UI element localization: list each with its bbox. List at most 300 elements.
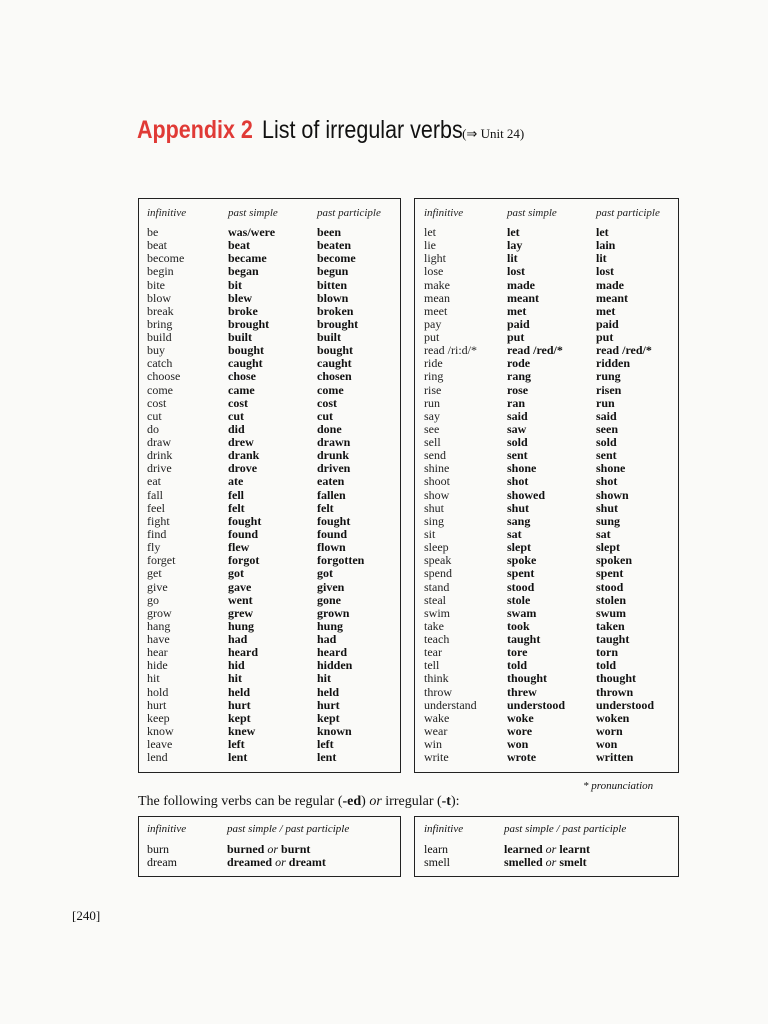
verb-past-simple: rose — [507, 382, 529, 397]
verb-infinitive: take — [424, 618, 444, 633]
verb-past-simple: paid — [507, 316, 530, 331]
verb-row: dream dreamed or dreamt — [147, 855, 326, 869]
verb-past-participle: torn — [596, 645, 618, 660]
verb-infinitive: get — [147, 566, 162, 581]
verb-past-simple: came — [228, 382, 255, 397]
verb-past-simple: taught — [507, 632, 541, 647]
verb-past-participle: cut — [317, 408, 333, 423]
verb-row — [139, 738, 400, 751]
verb-row — [139, 384, 400, 397]
header-past-participle: past participle — [317, 207, 381, 219]
verb-past-participle: fought — [317, 513, 351, 528]
verb-infinitive: hit — [147, 671, 160, 686]
verb-past-participle: driven — [317, 461, 351, 476]
verb-infinitive: sit — [424, 526, 436, 541]
verb-past-simple: had — [228, 632, 248, 647]
verb-infinitive: sell — [424, 435, 441, 450]
verb-past-simple: ran — [507, 395, 525, 410]
verb-infinitive: write — [424, 750, 449, 765]
verb-row — [415, 318, 678, 331]
verb-infinitive: tear — [424, 645, 442, 660]
verb-row — [415, 462, 678, 475]
verb-past-participle: let — [596, 225, 609, 239]
verb-infinitive: buy — [147, 343, 165, 358]
verb-infinitive: go — [147, 592, 159, 607]
verb-infinitive: eat — [147, 474, 161, 489]
verb-past-participle: sat — [596, 526, 611, 541]
verb-infinitive: understand — [424, 697, 477, 712]
verb-row — [415, 384, 678, 397]
verb-past-participle: sold — [596, 435, 617, 450]
verb-past-participle: run — [596, 395, 615, 410]
verb-past-simple: sent — [507, 448, 528, 463]
verb-past-participle: worn — [596, 723, 623, 738]
verb-infinitive: beat — [147, 238, 167, 253]
verb-past-simple: understood — [507, 697, 566, 712]
verb-past-participle: blown — [317, 290, 349, 305]
verb-past-simple: brought — [228, 316, 270, 331]
verb-past-participle: said — [596, 408, 617, 423]
verb-past-participle: shot — [596, 474, 618, 489]
verb-past-simple: built — [228, 330, 253, 345]
verb-row — [415, 436, 678, 449]
verb-past-participle: broken — [317, 303, 354, 318]
verb-past-simple: woke — [507, 710, 534, 725]
verb-table-right — [414, 198, 679, 773]
verb-past-simple: blew — [228, 290, 252, 305]
verb-past-simple: lost — [507, 264, 525, 279]
verb-past-participle: brought — [317, 316, 359, 331]
verb-past-simple: made — [507, 277, 535, 292]
verb-row: learn learned or learnt — [424, 842, 590, 856]
verb-past-participle: caught — [317, 356, 352, 371]
verb-infinitive: fly — [147, 540, 161, 555]
verb-row: burn burned or burnt — [147, 842, 311, 856]
verb-infinitive: wear — [424, 723, 448, 738]
verb-row — [139, 672, 400, 685]
verb-infinitive: give — [147, 579, 168, 594]
verb-row — [415, 581, 678, 594]
verb-past-simple: lay — [507, 238, 523, 253]
verb-past-simple: shut — [507, 500, 530, 515]
verb-row — [139, 462, 400, 475]
verb-past-participle: met — [596, 303, 616, 318]
verb-past-participle: won — [596, 737, 618, 752]
regular-irregular-table-left — [138, 816, 401, 877]
header-infinitive: infinitive — [424, 823, 464, 835]
verb-past-simple: hid — [228, 658, 245, 673]
verb-row — [139, 515, 400, 528]
verb-infinitive: fall — [147, 487, 163, 502]
verb-infinitive: read /ri:d/* — [424, 343, 477, 358]
verb-row — [415, 370, 678, 383]
verb-past-participle: bitten — [317, 277, 347, 292]
verb-infinitive: throw — [424, 684, 452, 699]
verb-past-simple: held — [228, 684, 251, 699]
verb-past-participle: woken — [596, 710, 630, 725]
verb-past-participle: lain — [596, 238, 616, 253]
verb-row — [139, 699, 400, 712]
verb-infinitive: break — [147, 303, 174, 318]
verb-past-simple: hurt — [228, 697, 251, 712]
verb-infinitive: cost — [147, 395, 167, 410]
header-infinitive: infinitive — [147, 823, 187, 835]
verb-row — [139, 686, 400, 699]
verb-infinitive: see — [424, 421, 440, 436]
verb-infinitive: bite — [147, 277, 165, 292]
verb-past-simple: became — [228, 251, 267, 266]
verb-row — [139, 449, 400, 462]
verb-past-simple: knew — [228, 723, 256, 738]
verb-row — [415, 475, 678, 488]
verb-row — [139, 633, 400, 646]
verb-past-participle: risen — [596, 382, 622, 397]
verb-row — [139, 226, 400, 239]
verb-row — [139, 410, 400, 423]
verb-infinitive: have — [147, 632, 170, 647]
verb-row — [415, 751, 678, 764]
verb-past-participle: forgotten — [317, 553, 365, 568]
header-past-simple: past simple — [507, 207, 557, 219]
verb-row — [415, 305, 678, 318]
verb-row — [139, 712, 400, 725]
verb-infinitive: choose — [147, 369, 181, 384]
verb-past-participle: meant — [596, 290, 628, 305]
verb-infinitive: grow — [147, 605, 172, 620]
verb-past-simple: met — [507, 303, 527, 318]
verb-past-participle: given — [317, 579, 345, 594]
verb-past-participle: lent — [317, 750, 337, 765]
verb-past-participle: lit — [596, 251, 607, 266]
verb-row — [139, 292, 400, 305]
verb-row — [415, 515, 678, 528]
verb-past-participle: stood — [596, 579, 624, 594]
verb-row — [139, 607, 400, 620]
verb-row — [415, 725, 678, 738]
verb-infinitive: drive — [147, 461, 172, 476]
verb-past-simple: swam — [507, 605, 537, 620]
verb-past-participle: fallen — [317, 487, 346, 502]
verb-past-simple: said — [507, 408, 528, 423]
verb-infinitive: blow — [147, 290, 171, 305]
verb-infinitive: hold — [147, 684, 169, 699]
verb-past-participle: put — [596, 330, 614, 345]
header-past-participle: past participle — [596, 207, 660, 219]
verb-infinitive: cut — [147, 408, 162, 423]
verb-past-simple: wrote — [507, 750, 537, 765]
verb-row — [415, 502, 678, 515]
verb-past-participle: got — [317, 566, 333, 581]
verb-past-participle: sent — [596, 448, 617, 463]
verb-past-simple: fell — [228, 487, 244, 502]
verb-row — [139, 305, 400, 318]
verb-row — [139, 620, 400, 633]
verb-past-participle: hit — [317, 671, 332, 686]
verb-infinitive: tell — [424, 658, 440, 673]
verb-past-simple: broke — [228, 303, 258, 318]
verb-row — [415, 265, 678, 278]
verb-row — [415, 686, 678, 699]
verb-infinitive: leave — [147, 737, 173, 752]
verb-past-simple: meant — [507, 290, 539, 305]
verb-row — [415, 489, 678, 502]
verb-past-simple: ate — [228, 474, 244, 489]
verb-past-participle: swum — [596, 605, 627, 620]
verb-infinitive: be — [147, 225, 159, 239]
verb-row — [139, 502, 400, 515]
verb-past-participle: come — [317, 382, 344, 397]
verb-past-participle: cost — [317, 395, 337, 410]
verb-past-simple: rode — [507, 356, 531, 371]
verb-past-simple: bit — [228, 277, 243, 292]
verb-infinitive: shine — [424, 461, 450, 476]
verb-infinitive: send — [424, 448, 446, 463]
verb-past-simple: rang — [507, 369, 531, 384]
verb-row — [139, 436, 400, 449]
verb-infinitive: keep — [147, 710, 170, 725]
verb-past-participle: read /red/* — [596, 343, 652, 358]
verb-past-simple: sold — [507, 435, 528, 450]
verb-row — [415, 633, 678, 646]
verb-past-participle: flown — [317, 540, 346, 555]
verb-infinitive: speak — [424, 553, 452, 568]
verb-row — [415, 239, 678, 252]
verb-row — [415, 594, 678, 607]
verb-past-participle: shut — [596, 500, 619, 515]
verb-past-simple: stood — [507, 579, 535, 594]
verb-past-participle: built — [317, 330, 342, 345]
verb-past-participle: lost — [596, 264, 614, 279]
verb-infinitive: fight — [147, 513, 170, 528]
verb-row — [415, 344, 678, 357]
verb-past-simple: hit — [228, 671, 243, 686]
verb-row — [139, 567, 400, 580]
verb-infinitive: bring — [147, 316, 173, 331]
verb-past-participle: hidden — [317, 658, 353, 673]
verb-row — [139, 331, 400, 344]
verb-past-participle: stolen — [596, 592, 626, 607]
verb-row — [139, 279, 400, 292]
verb-past-simple: beat — [228, 238, 250, 253]
verb-past-participle: rung — [596, 369, 621, 384]
verb-past-participle: become — [317, 251, 356, 266]
verb-past-simple: won — [507, 737, 529, 752]
verb-past-participle: drawn — [317, 435, 351, 450]
verb-past-participle: bought — [317, 343, 354, 358]
verb-row — [415, 357, 678, 370]
verb-infinitive: do — [147, 421, 159, 436]
verb-infinitive: hurt — [147, 697, 167, 712]
verb-infinitive: make — [424, 277, 450, 292]
verb-past-participle: thought — [596, 671, 637, 686]
verb-infinitive: build — [147, 330, 172, 345]
verb-past-participle: taught — [596, 632, 630, 647]
verb-past-participle: begun — [317, 264, 349, 279]
header-infinitive: infinitive — [424, 207, 464, 219]
verb-row — [139, 423, 400, 436]
verb-infinitive: put — [424, 330, 440, 345]
verb-past-simple: thought — [507, 671, 548, 686]
verb-infinitive: shoot — [424, 474, 451, 489]
verb-row — [415, 423, 678, 436]
header-past-simple: past simple — [228, 207, 278, 219]
verb-infinitive: forget — [147, 553, 176, 568]
verb-past-simple: began — [228, 264, 259, 279]
verb-past-simple: went — [228, 592, 253, 607]
verb-row — [415, 567, 678, 580]
verb-infinitive: mean — [424, 290, 450, 305]
verb-past-simple: heard — [228, 645, 258, 660]
verb-past-simple: bought — [228, 343, 265, 358]
verb-past-simple: stole — [507, 592, 531, 607]
verb-row — [415, 279, 678, 292]
verb-infinitive: steal — [424, 592, 446, 607]
verb-infinitive: lend — [147, 750, 168, 765]
verb-past-participle: shone — [596, 461, 626, 476]
verb-row — [139, 646, 400, 659]
verb-past-simple: sang — [507, 513, 531, 528]
verb-infinitive: show — [424, 487, 450, 502]
verb-past-simple: let — [507, 225, 520, 239]
verb-infinitive: catch — [147, 356, 173, 371]
verb-infinitive: rise — [424, 382, 442, 397]
verb-past-simple: left — [228, 737, 245, 752]
verb-infinitive: teach — [424, 632, 450, 647]
verb-row — [415, 620, 678, 633]
verb-row — [139, 252, 400, 265]
verb-past-simple: cut — [228, 408, 244, 423]
verb-past-simple: fought — [228, 513, 262, 528]
verb-past-simple: spoke — [507, 553, 537, 568]
verb-past-simple: saw — [507, 421, 527, 436]
verb-row — [415, 397, 678, 410]
verb-past-participle: left — [317, 737, 334, 752]
verb-past-simple: wore — [507, 723, 533, 738]
verb-row — [415, 292, 678, 305]
verb-past-simple: cost — [228, 395, 248, 410]
verb-row — [139, 554, 400, 567]
verb-row — [139, 475, 400, 488]
verb-past-simple: caught — [228, 356, 263, 371]
verb-row — [415, 554, 678, 567]
verb-row — [139, 659, 400, 672]
verb-past-participle: drunk — [317, 448, 350, 463]
verb-infinitive: lose — [424, 264, 444, 279]
header-infinitive: infinitive — [147, 207, 187, 219]
verb-past-participle: spoken — [596, 553, 633, 568]
verb-infinitive: spend — [424, 566, 452, 581]
verb-past-participle: gone — [317, 592, 341, 607]
verb-infinitive: sing — [424, 513, 445, 528]
verb-infinitive: meet — [424, 303, 448, 318]
verb-row — [415, 646, 678, 659]
verb-infinitive: sleep — [424, 540, 449, 555]
verb-past-simple: got — [228, 566, 244, 581]
verb-past-participle: ridden — [596, 356, 631, 371]
verb-past-participle: done — [317, 421, 342, 436]
verb-infinitive: lie — [424, 238, 436, 253]
verb-infinitive: swim — [424, 605, 451, 620]
verb-past-simple: tore — [507, 645, 528, 660]
verb-past-participle: made — [596, 277, 624, 292]
verb-past-simple: put — [507, 330, 525, 345]
verb-row — [415, 226, 678, 239]
verb-past-participle: seen — [596, 421, 618, 436]
unit-reference: (⇒ Unit 24) — [462, 126, 525, 141]
verb-row — [415, 738, 678, 751]
verb-row — [415, 607, 678, 620]
verb-past-simple: forgot — [228, 553, 260, 568]
verb-past-participle: kept — [317, 710, 340, 725]
verb-past-participle: eaten — [317, 474, 345, 489]
verb-past-simple: chose — [228, 369, 256, 384]
verb-infinitive: ring — [424, 369, 444, 384]
verb-row — [415, 541, 678, 554]
verb-infinitive: win — [424, 737, 442, 752]
verb-past-participle: hung — [317, 618, 344, 633]
verb-past-simple: spent — [507, 566, 535, 581]
verb-infinitive: think — [424, 671, 449, 686]
verb-row — [415, 252, 678, 265]
verb-past-simple: lit — [507, 251, 518, 266]
header-past-forms: past simple / past participle — [227, 823, 350, 835]
verb-infinitive: stand — [424, 579, 450, 594]
verb-infinitive: hear — [147, 645, 168, 660]
verb-infinitive: drink — [147, 448, 173, 463]
verb-past-participle: heard — [317, 645, 347, 660]
verb-row — [139, 265, 400, 278]
verb-infinitive: come — [147, 382, 173, 397]
verb-past-simple: slept — [507, 540, 531, 555]
verb-past-simple: grew — [228, 605, 254, 620]
verb-row — [139, 344, 400, 357]
verb-past-simple: read /red/* — [507, 343, 563, 358]
verb-past-participle: sung — [596, 513, 621, 528]
verb-past-participle: thrown — [596, 684, 634, 699]
verb-past-simple: shone — [507, 461, 537, 476]
verb-infinitive: feel — [147, 500, 165, 515]
appendix-label: Appendix 2 — [137, 116, 253, 144]
verb-past-simple: threw — [507, 684, 537, 699]
verb-past-simple: took — [507, 618, 530, 633]
verb-infinitive: wake — [424, 710, 450, 725]
verb-infinitive: become — [147, 251, 185, 266]
verb-past-simple: hung — [228, 618, 255, 633]
verb-infinitive: let — [424, 225, 436, 239]
verb-row — [415, 672, 678, 685]
verb-table-left — [138, 198, 401, 773]
verb-infinitive: hide — [147, 658, 168, 673]
verb-infinitive: find — [147, 526, 167, 541]
pronunciation-note: * pronunciation — [583, 780, 654, 792]
verb-past-participle: felt — [317, 500, 334, 515]
verb-row — [139, 489, 400, 502]
verb-row: smell smelled or smelt — [424, 855, 587, 869]
page-number: [240] — [72, 908, 101, 923]
verb-past-participle: grown — [317, 605, 350, 620]
verb-past-simple: gave — [228, 579, 252, 594]
verb-row — [139, 751, 400, 764]
verb-past-simple: drew — [228, 435, 254, 450]
verb-infinitive: light — [424, 251, 447, 266]
verb-past-simple: told — [507, 658, 528, 673]
verb-past-simple: showed — [507, 487, 546, 502]
verb-past-participle: been — [317, 225, 341, 239]
verb-past-simple: lent — [228, 750, 248, 765]
verb-row — [139, 594, 400, 607]
verb-row — [139, 725, 400, 738]
verb-row — [415, 410, 678, 423]
